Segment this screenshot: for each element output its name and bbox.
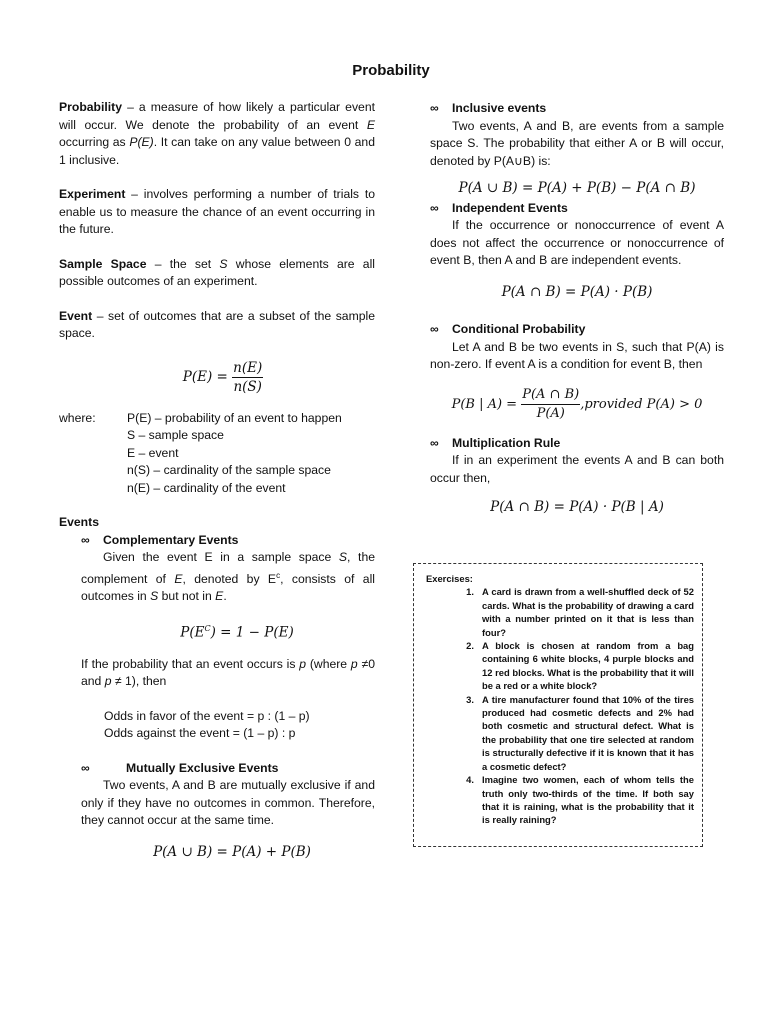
infinity-bullet-icon: ∞ <box>81 532 90 547</box>
complementary-text-part: Given the event E in a sample space <box>103 550 339 564</box>
var-p: p <box>299 656 307 671</box>
exercise-text: Imagine two women, each of whom tells the truth only two-thirds of the time. If both say that it is raining, what is the probability that it is really raining? <box>482 774 694 826</box>
formula-denominator: n(S) <box>233 378 262 395</box>
complementary-text <box>59 549 375 606</box>
exercise-item <box>426 585 694 639</box>
formula-numerator: n(E) <box>233 359 263 376</box>
probability-def-part: – a measure of how likely a particular event will occur. We denote the probability of an event <box>59 100 375 132</box>
exercises-heading: Exercises: <box>426 573 473 584</box>
exercise-number: 1. <box>466 586 474 598</box>
odds-favor: Odds in favor of the event = p : (1 – p) <box>104 708 310 723</box>
var-s: S <box>338 550 348 564</box>
exercise-item <box>426 639 694 693</box>
formula-part: ) = 1 − P(E) <box>210 624 294 641</box>
right-column <box>430 100 724 517</box>
formula-part: P(E <box>180 624 205 641</box>
where-item: n(E) – cardinality of the event <box>127 480 286 495</box>
multiplication-text: If in an experiment the events A and B can both occur then, <box>430 453 724 485</box>
experiment-term: Experiment <box>59 187 126 201</box>
var-e: E <box>215 589 224 604</box>
var-s: S <box>150 589 159 604</box>
complementary-heading-text: Complementary Events <box>103 532 239 547</box>
mutually-exclusive-heading <box>59 760 375 778</box>
formula-superscript: C <box>204 623 211 633</box>
experiment-definition <box>59 186 375 239</box>
probability-definition <box>59 99 375 169</box>
conditional-heading <box>430 321 724 339</box>
probability-def-part: occurring as <box>59 135 130 149</box>
probability-def-part: . It can take on any value between 0 and 1 inclusive. <box>59 135 375 167</box>
independent-heading <box>430 200 724 218</box>
sample-space-def-part: whose elements are all possible outcomes of an experiment. <box>59 256 375 288</box>
complementary-text-part: but not in <box>158 589 216 604</box>
complementary-text-part: , consists of all outcomes in <box>81 571 375 604</box>
sample-space-definition <box>59 256 375 291</box>
independent-heading-text: Independent Events <box>452 200 568 215</box>
conditional-heading-text: Conditional Probability <box>452 322 586 336</box>
exercise-text: A card is drawn from a well-shuffled deck of 52 cards. What is the probability of drawing a card with a number printed on it that is less than four? <box>482 586 694 638</box>
exercises-box <box>413 563 703 847</box>
formula-lhs: P(E) = <box>182 368 233 385</box>
formula-rhs: ,provided P(A) > 0 <box>580 396 703 412</box>
odds-intro <box>59 656 375 691</box>
mutually-exclusive-text: Two events, A and B are mutually exclusive if and only if they have no outcomes in common. Therefore, they cannot occur at the same time. <box>81 778 375 828</box>
var-s: S <box>219 256 228 271</box>
infinity-bullet-icon: ∞ <box>430 322 439 336</box>
formula-mutually-exclusive: P(A ∪ B) = P(A) + P(B) <box>153 843 311 860</box>
odds-intro-part: ≠ 1), then <box>111 674 167 689</box>
mutually-heading-text: Mutually Exclusive Events <box>126 760 279 775</box>
exercise-text: A block is chosen at random from a bag containing 6 white blocks, 4 purple blocks and 12 red blocks. What is the probability that it will be a red or a white block? <box>482 640 694 692</box>
infinity-bullet-icon: ∞ <box>430 435 439 450</box>
formula-numerator: P(A ∩ B) <box>521 386 580 405</box>
formula-fraction <box>521 386 580 423</box>
inclusive-heading <box>430 100 724 118</box>
formula-multiplication: P(A ∩ B) = P(A) · P(B | A) <box>490 499 664 515</box>
var-e: E <box>174 571 183 586</box>
odds-intro-part: ≠0 and <box>81 656 375 689</box>
complement-superscript: c <box>276 570 281 580</box>
formula-inclusive: P(A ∪ B) = P(A) + P(B) − P(A ∩ B) <box>458 180 696 196</box>
formula-fraction <box>232 359 263 396</box>
formula-complement <box>59 620 375 642</box>
var-e: E <box>366 117 375 132</box>
where-item: P(E) – probability of an event to happen <box>127 410 342 425</box>
conditional-text: Let A and B be two events in S, such that P(A) is non-zero. If event A is a condition for event B, then <box>430 339 724 371</box>
page-title: Probability <box>352 62 430 79</box>
odds-intro-part: If the probability that an event occurs is <box>81 656 300 671</box>
exercise-number: 4. <box>466 774 474 786</box>
probability-term: Probability <box>59 100 122 114</box>
formula-probability <box>59 359 375 396</box>
odds-intro-part: (where <box>306 656 351 671</box>
var-pe: P(E) <box>129 135 154 149</box>
where-block <box>59 410 375 498</box>
inclusive-heading-text: Inclusive events <box>452 101 547 115</box>
inclusive-text: Two events, A and B, are events from a sample space S. The probability that either A or B will occur, denoted by P(A∪B) is: <box>430 118 724 168</box>
complementary-text-part: , denoted by E <box>182 571 277 586</box>
exercise-item <box>426 773 694 827</box>
infinity-bullet-icon: ∞ <box>430 200 439 215</box>
var-p: p <box>350 656 358 671</box>
independent-text: If the occurrence or nonoccurrence of event A does not affect the occurrence or nonoccurrence of event B, then A and B are independent events. <box>430 218 724 267</box>
exercise-number: 3. <box>466 693 474 705</box>
events-heading: Events <box>59 515 99 529</box>
exercise-number: 2. <box>466 640 474 652</box>
multiplication-heading-text: Multiplication Rule <box>452 435 561 450</box>
event-definition <box>59 308 375 343</box>
where-item: E – event <box>127 445 179 460</box>
complementary-text-part: . <box>223 589 227 604</box>
complementary-heading <box>59 532 375 550</box>
var-p: p <box>104 674 112 689</box>
formula-denominator: P(A) <box>536 405 565 421</box>
formula-lhs: P(B | A) = <box>451 396 522 412</box>
event-term: Event <box>59 308 93 323</box>
experiment-def-text: – involves performing a number of trials to enable us to measure the chance of an event occurring in the future. <box>59 187 375 236</box>
odds-against: Odds against the event = (1 – p) : p <box>104 726 296 741</box>
left-column <box>59 99 375 861</box>
exercise-item <box>426 693 694 773</box>
multiplication-heading <box>430 435 724 453</box>
formula-conditional <box>430 386 724 423</box>
where-list <box>127 410 342 498</box>
where-item: S – sample space <box>127 428 224 442</box>
exercise-text: A tire manufacturer found that 10% of the tires produced had cosmetic defects and 2% had both cosmetic and structural defect. What is the probability that one tire selected at random is structurally defective if it is known that it has a cosmetic defect? <box>482 693 694 772</box>
infinity-bullet-icon: ∞ <box>430 101 439 115</box>
infinity-bullet-icon: ∞ <box>81 760 90 775</box>
where-label: where: <box>59 410 96 425</box>
event-def-text: – set of outcomes that are a subset of the sample space. <box>59 308 375 340</box>
sample-space-term: Sample Space <box>59 256 147 271</box>
formula-independent: P(A ∩ B) = P(A) · P(B) <box>501 283 653 300</box>
complementary-text-part: , the complement of <box>81 550 375 586</box>
where-item: n(S) – cardinality of the sample space <box>127 463 331 477</box>
sample-space-def-part: – the set <box>146 256 220 271</box>
